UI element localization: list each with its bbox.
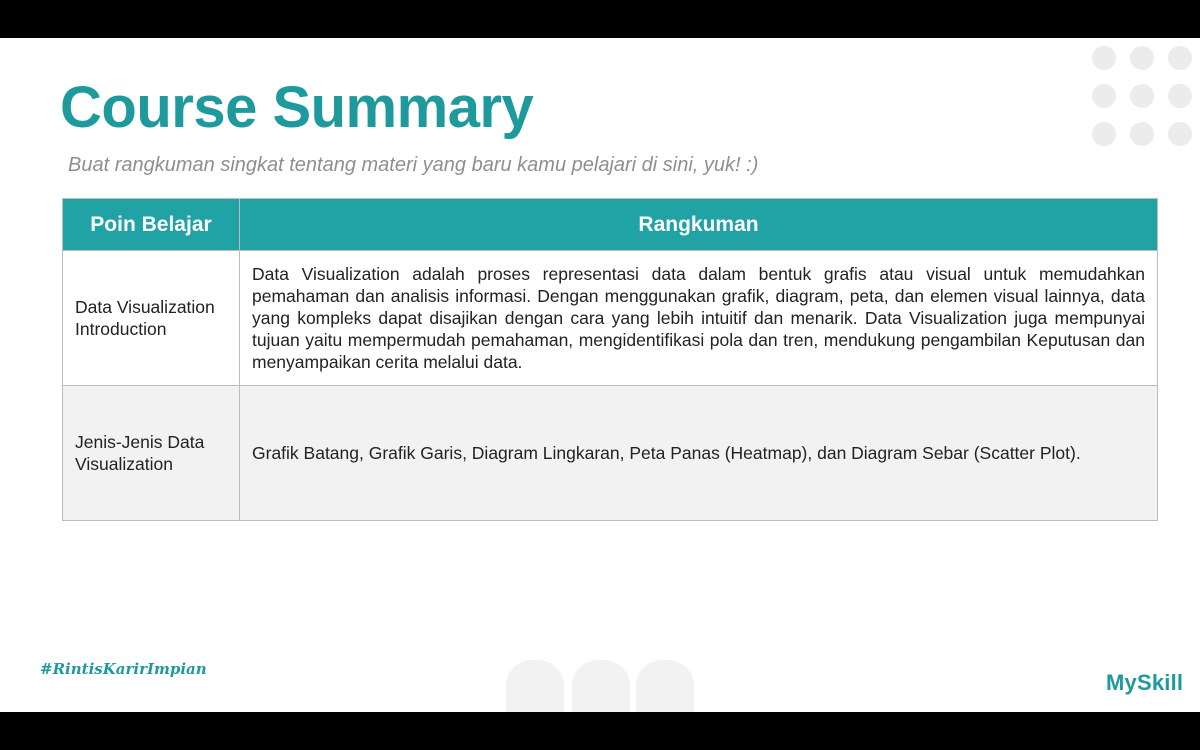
decorative-dot [1130,122,1154,146]
decorative-dot [1092,46,1116,70]
decorative-dot [1168,84,1192,108]
table-row [63,251,1158,386]
summary-table [62,198,1158,521]
decorative-bump [636,660,694,712]
column-header-summary: Rangkuman [240,199,1158,251]
decorative-dot [1130,46,1154,70]
decorative-bump [572,660,630,712]
brand-logo: MySkill [1106,670,1184,695]
slide [0,38,1200,712]
table-row [63,386,1158,521]
decorative-dot [1168,122,1192,146]
decorative-dot [1130,84,1154,108]
summary-cell: Grafik Batang, Grafik Garis, Diagram Lingkaran, Peta Panas (Heatmap), dan Diagram Sebar (Scatter Plot). [240,386,1158,521]
table-header-row [63,199,1158,251]
column-header-learning-point: Poin Belajar [63,199,240,251]
decorative-dot [1092,122,1116,146]
decorative-dot [1092,84,1116,108]
summary-cell: Data Visualization adalah proses representasi data dalam bentuk grafis atau visual untuk memudahkan pemahaman dan analisis informasi. Dengan menggunakan grafik, diagram, peta, dan elemen visual lainnya, data yang kompleks dapat disajikan dengan cara yang lebih intuitif dan menarik. Data Visualization juga mempunyai tujuan yaitu mempermudah pemahaman, mengidentifikasi pola dan tren, mendukung pengambilan Keputusan dan menyampaikan cerita melalui data. [240,251,1158,386]
footer-hashtag: #RintisKarirImpian [40,660,207,678]
decorative-bumps [506,660,706,712]
decorative-bump [506,660,564,712]
slide-title: Course Summary [60,75,534,140]
decorative-dot-grid [1092,46,1200,156]
topic-cell: Jenis-Jenis Data Visualization [63,386,240,521]
decorative-dot [1168,46,1192,70]
slide-subtitle: Buat rangkuman singkat tentang materi yang baru kamu pelajari di sini, yuk! :) [68,154,759,176]
topic-cell: Data Visualization Introduction [63,251,240,386]
